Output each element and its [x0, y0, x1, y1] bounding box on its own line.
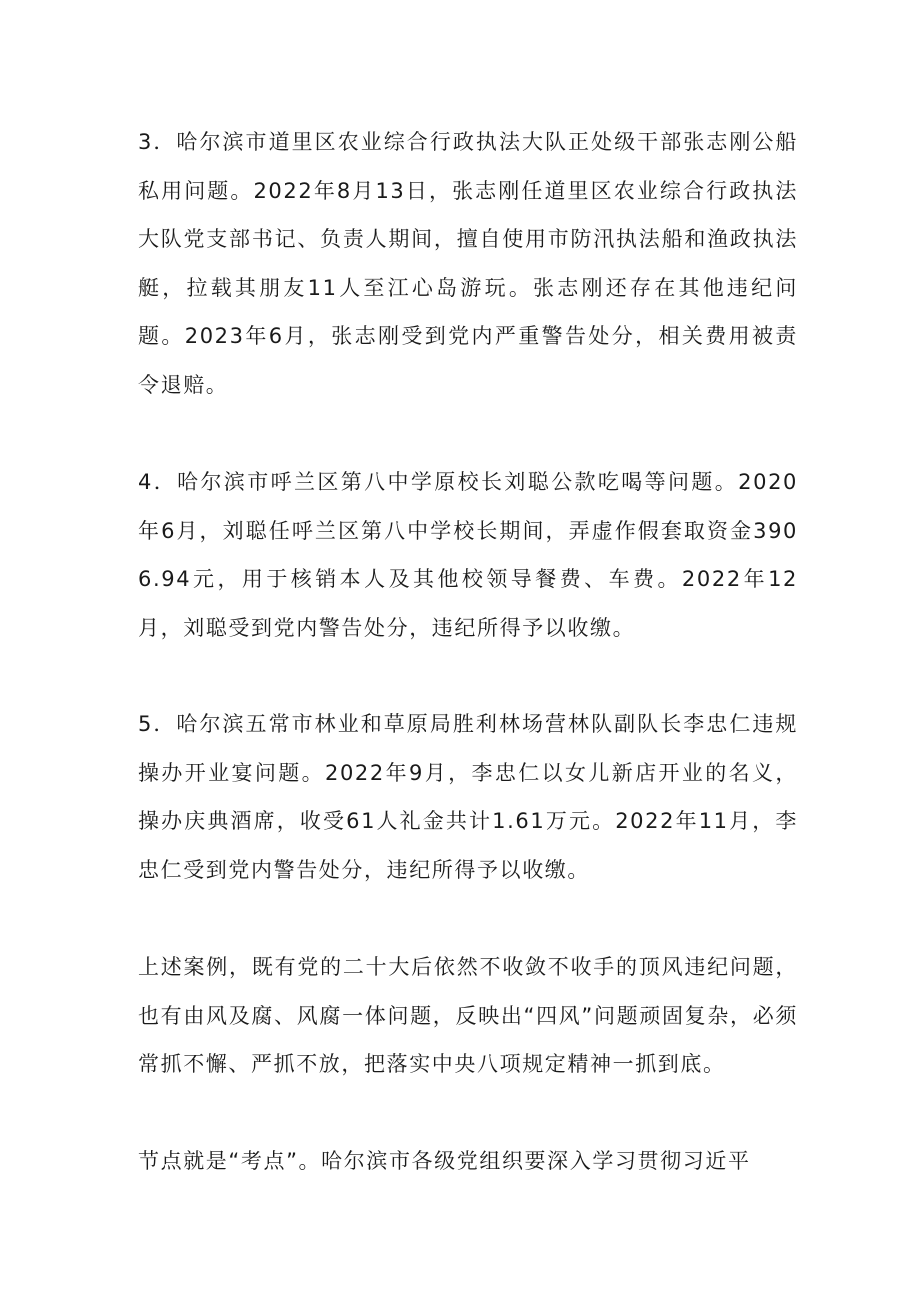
case-paragraph-5: 5．哈尔滨五常市林业和草原局胜利林场营林队副队长李忠仁违规操办开业宴问题。2022年9月，李忠仁以女儿新店开业的名义，操办庆典酒席，收受61人礼金共计1.61万元。2022年11月，李忠仁受到党内警告处分，违纪所得予以收缴。: [138, 712, 798, 882]
case-paragraph-3: 3．哈尔滨市道里区农业综合行政执法大队正处级干部张志刚公船私用问题。2022年8月13日，张志刚任道里区农业综合行政执法大队党支部书记、负责人期间，擅自使用市防汛执法船和渔政执法艇，拉载其朋友11人至江心岛游玩。张志刚还存在其他违纪问题。2023年6月，张志刚受到党内严重警告处分，相关费用被责令退赔。: [138, 130, 798, 397]
case-paragraph-4: 4．哈尔滨市呼兰区第八中学原校长刘聪公款吃喝等问题。2020年6月，刘聪任呼兰区第八中学校长期间，弄虚作假套取资金3906.94元，用于核销本人及其他校领导餐费、车费。2022年12月，刘聪受到党内警告处分，违纪所得予以收缴。: [138, 470, 798, 640]
summary-paragraph: 上述案例，既有党的二十大后依然不收敛不收手的顶风违纪问题，也有由风及腐、风腐一体问题，反映出“四风”问题顽固复杂，必须常抓不懈、严抓不放，把落实中央八项规定精神一抓到底。: [138, 955, 798, 1076]
closing-paragraph: 节点就是“考点”。哈尔滨市各级党组织要深入学习贯彻习近平: [138, 1149, 751, 1173]
